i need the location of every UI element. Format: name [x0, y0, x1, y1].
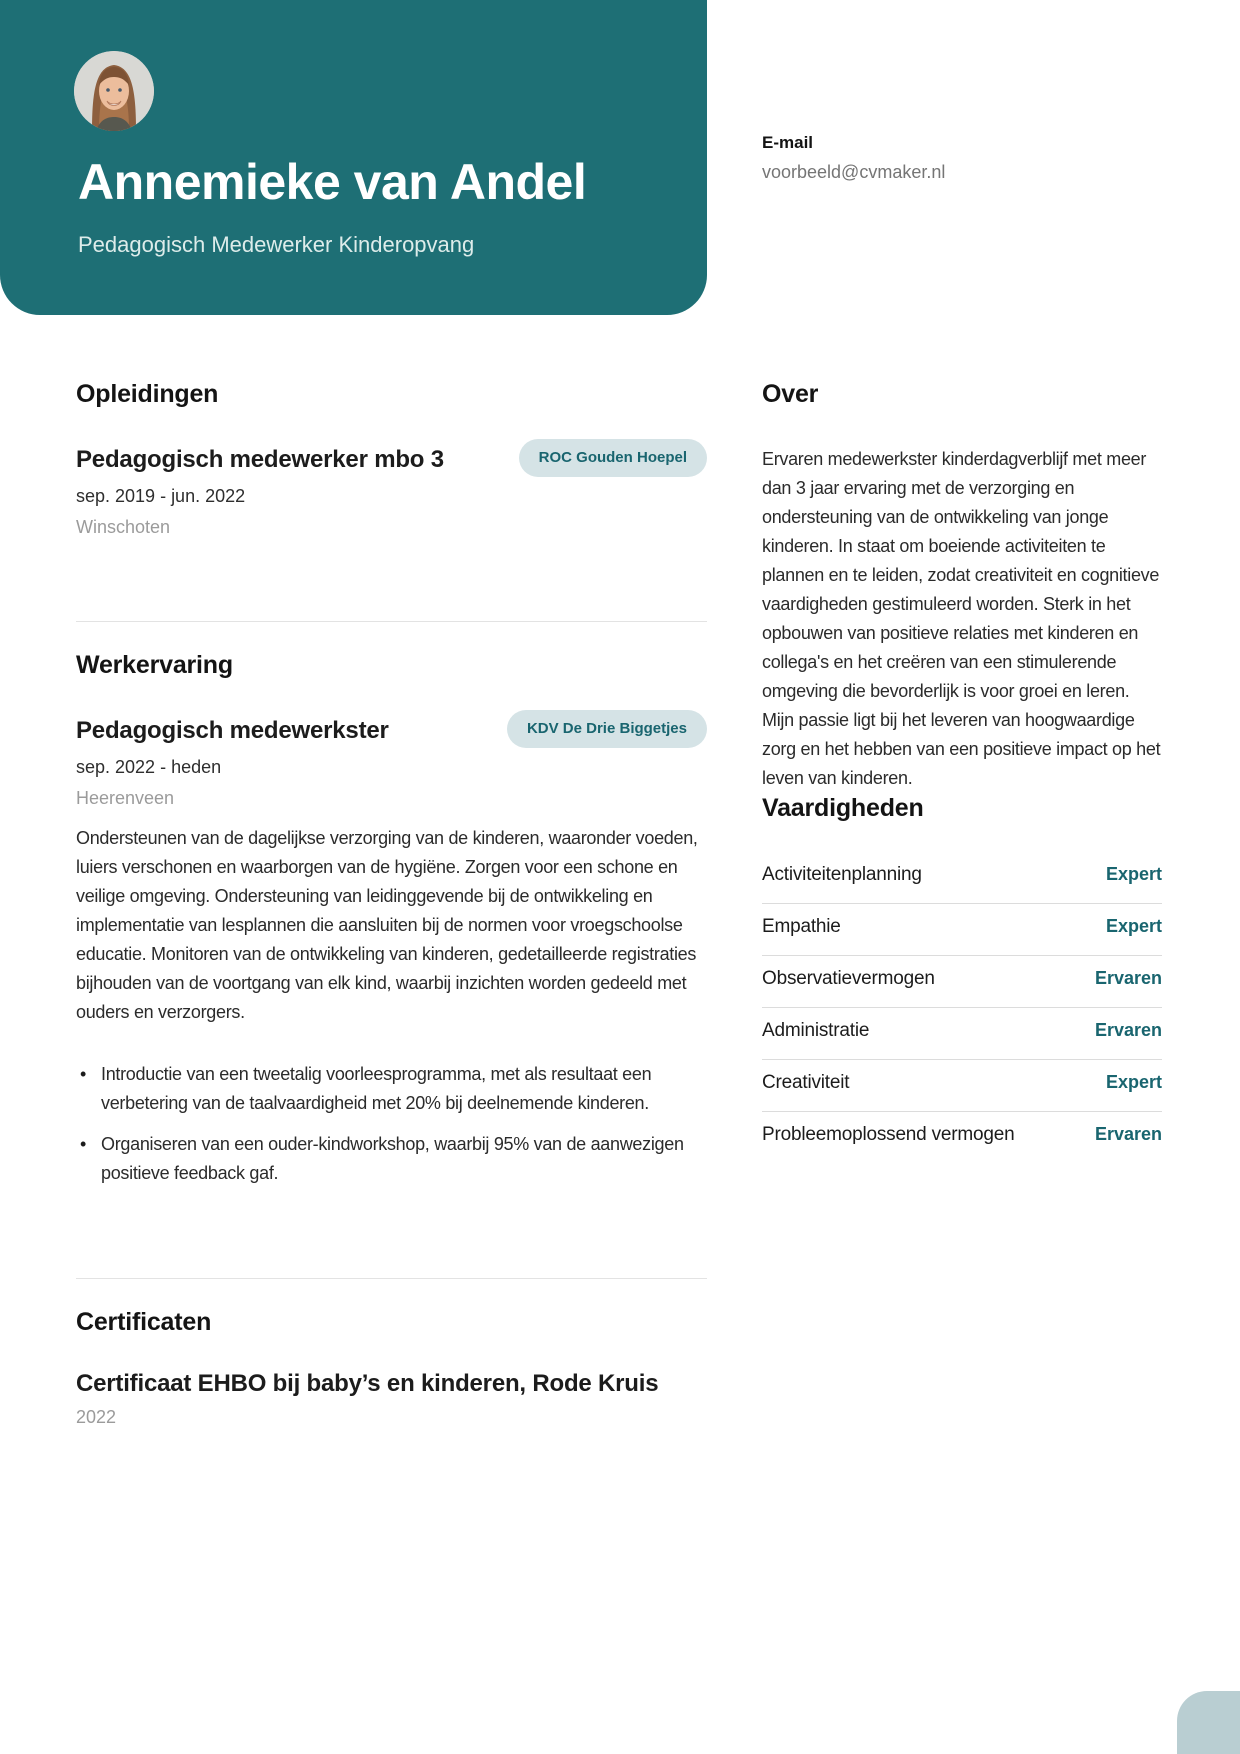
- skill-name: Creativiteit: [762, 1072, 850, 1093]
- section-divider: [76, 621, 707, 622]
- education-item: [76, 445, 707, 541]
- skill-name: Observatievermogen: [762, 968, 935, 989]
- avatar: [74, 51, 154, 131]
- section-title-experience: Werkervaring: [76, 651, 233, 679]
- bullet-icon: •: [80, 1064, 87, 1084]
- education-institution-badge: ROC Gouden Hoepel: [519, 439, 707, 477]
- education-item-text: [76, 445, 444, 541]
- achievement-text: Organiseren van een ouder-kindworkshop, waarbij 95% van de aanwezigen positieve feedback gaf.: [101, 1134, 684, 1183]
- achievement-list: [76, 1060, 707, 1188]
- experience-employer-badge: KDV De Drie Biggetjes: [507, 710, 707, 748]
- bullet-icon: •: [80, 1134, 87, 1154]
- section-title-skills: Vaardigheden: [762, 794, 924, 822]
- education-location: Winschoten: [76, 517, 171, 537]
- skill-row: [762, 1008, 1162, 1060]
- certificate-year: 2022: [76, 1407, 117, 1427]
- right-column: [762, 379, 1162, 1163]
- skills-list: [762, 852, 1162, 1163]
- skill-row: [762, 852, 1162, 904]
- achievement-item: [76, 1060, 707, 1118]
- skill-level: Ervaren: [1094, 968, 1162, 988]
- achievement-text: Introductie van een tweetalig voorleesprogramma, met als resultaat een verbetering van de taalvaardigheid met 20% bij deelnemende kinderen.: [101, 1064, 652, 1113]
- skill-row: [762, 1060, 1162, 1112]
- skill-level: Expert: [1105, 916, 1162, 936]
- education-period: sep. 2019 - jun. 2022: [76, 486, 246, 506]
- experience-period: sep. 2022 - heden: [76, 757, 222, 777]
- skill-level: Ervaren: [1094, 1124, 1162, 1144]
- email-label: E-mail: [762, 133, 814, 152]
- skill-row: [762, 904, 1162, 956]
- skill-name: Activiteitenplanning: [762, 864, 922, 885]
- about-text: Ervaren medewerkster kinderdagverblijf met meer dan 3 jaar ervaring met de verzorging en ondersteuning van de ontwikkeling van jonge kinderen. In staat om boeiende activiteiten te plannen en te leiden, zodat creativiteit en cognitieve vaardigheden gestimuleerd worden. Sterk in het opbouwen van positieve relaties met kinderen en collega's en het creëren van een stimulerende omgeving die bevorderlijk is voor groei en leren. Mijn passie ligt bij het leveren van hoogwaardige zorg en het hebben van een positieve impact op het leven van kinderen.: [762, 449, 1161, 788]
- section-title-education: Opleidingen: [76, 380, 219, 408]
- skill-row: [762, 1112, 1162, 1163]
- experience-location: Heerenveen: [76, 788, 175, 808]
- avatar-photo-illustration: [74, 51, 154, 131]
- experience-role: Pedagogisch medewerkster: [76, 717, 389, 744]
- left-column: [76, 379, 707, 1431]
- person-job-title: Pedagogisch Medewerker Kinderopvang: [78, 232, 475, 257]
- header-block: [0, 0, 707, 315]
- email-value: voorbeeld@cvmaker.nl: [762, 162, 946, 182]
- section-divider: [76, 1278, 707, 1279]
- achievement-item: [76, 1130, 707, 1188]
- experience-item: [76, 716, 707, 812]
- contact-section: [762, 133, 1162, 183]
- education-degree: Pedagogisch medewerker mbo 3: [76, 446, 444, 473]
- skill-level: Ervaren: [1094, 1020, 1162, 1040]
- experience-description: Ondersteunen van de dagelijkse verzorging van de kinderen, waaronder voeden, luiers verschonen en waarborgen van de hygiëne. Zorgen voor een schone en veilige omgeving. Ondersteuning van leidinggevende bij de ontwikkeling en implementatie van lesplannen die aansluiten bij de normen voor vroegschoolse educatie. Monitoren van de ontwikkeling van kinderen, gedetailleerde registraties bijhouden van de voortgang van elk kind, waarbij inzichten worden gedeeld met ouders en verzorgers.: [76, 828, 698, 1022]
- skill-level: Expert: [1105, 1072, 1162, 1092]
- experience-item-text: [76, 716, 389, 812]
- section-title-certificates: Certificaten: [76, 1308, 212, 1336]
- corner-decoration-shape: [1177, 1691, 1240, 1754]
- skill-level: Expert: [1105, 864, 1162, 884]
- skill-name: Empathie: [762, 916, 841, 937]
- skill-row: [762, 956, 1162, 1008]
- section-title-about: Over: [762, 380, 819, 408]
- certificate-item: [76, 1369, 707, 1431]
- person-name: Annemieke van Andel: [78, 154, 587, 210]
- skill-name: Administratie: [762, 1020, 870, 1041]
- skill-name: Probleemoplossend vermogen: [762, 1124, 1015, 1145]
- certificate-name: Certificaat EHBO bij baby’s en kinderen, Rode Kruis: [76, 1370, 659, 1397]
